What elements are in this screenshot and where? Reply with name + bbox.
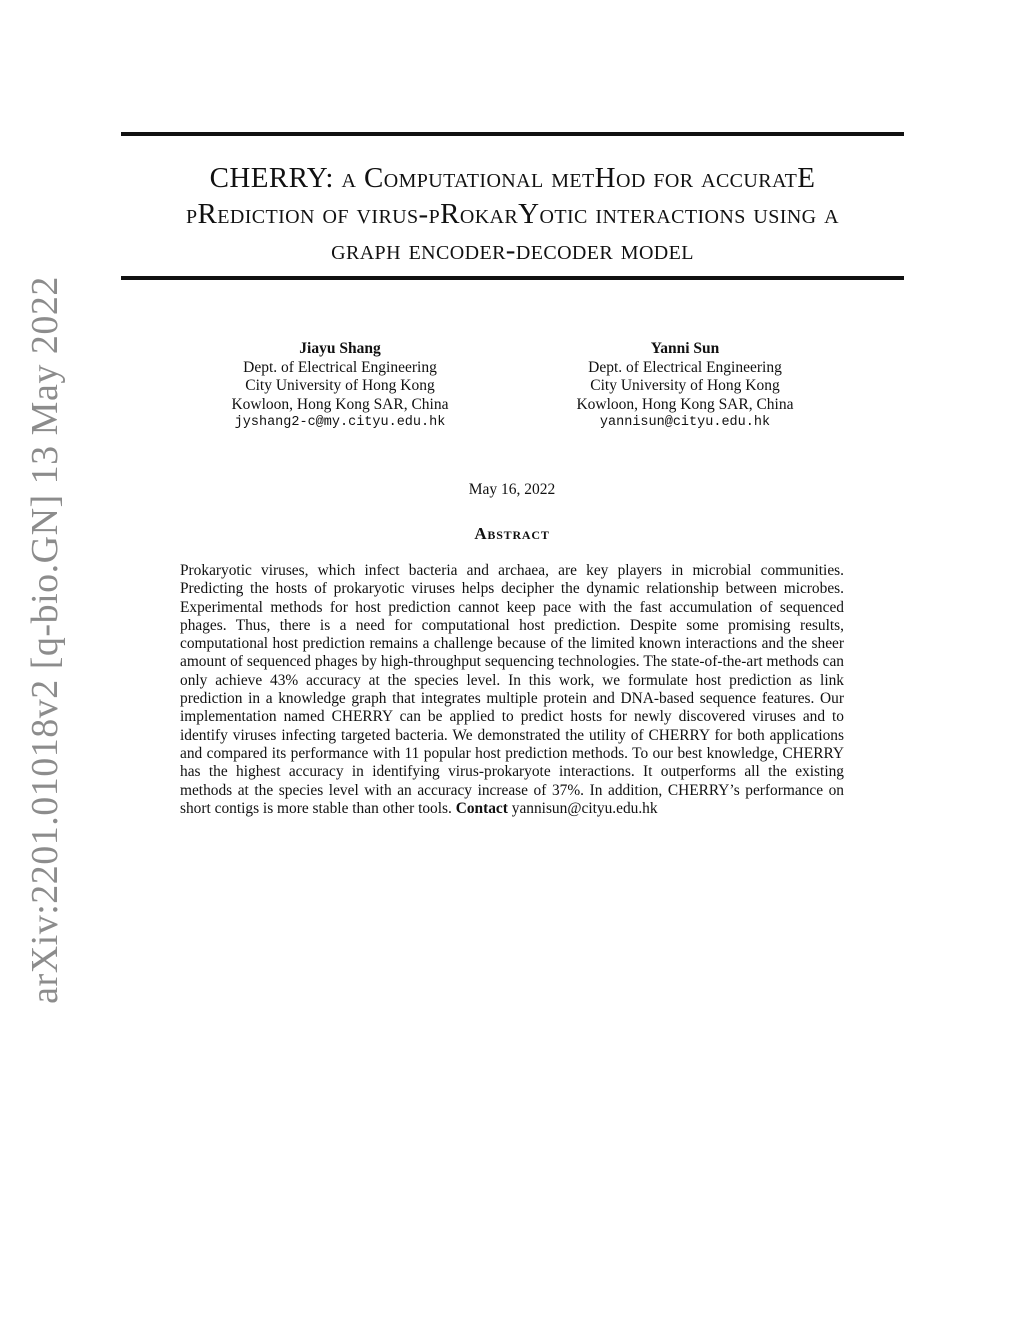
author-name: Jiayu Shang — [299, 340, 381, 357]
abstract-body — [180, 562, 844, 818]
title-line-1: CHERRY: a Computational metHod for accuratE — [209, 162, 816, 194]
abstract-heading: Abstract — [474, 524, 550, 543]
title-bottom-rule — [121, 276, 904, 280]
author-email: jyshang2-c@my.cityu.edu.hk — [234, 415, 446, 430]
contact-label: Contact — [455, 799, 508, 817]
abstract-text: Prokaryotic viruses, which infect bacteria and archaea, are key players in microbial communities. Predicting the hosts of prokaryotic viruses helps decipher the dynamic relationship between microbes. Experimental methods for host prediction cannot keep pace with the fast accumulation of sequenced phages. Thus, there is a need for computational host prediction. Despite some promising results, computational host prediction remains a challenge because of the limited known interactions and the sheer amount of sequenced phages by high-throughput sequencing technologies. The state-of-the-art methods can only achieve 43% accuracy at the species level. In this work, we formulate host prediction as link prediction in a knowledge graph that integrates multiple protein and DNA-based sequence features. Our implementation named CHERRY can be applied to predict hosts for newly discovered viruses and to identify viruses infecting targeted bacteria. We demonstrated the utility of CHERRY for both applications and compared its performance with 11 popular host prediction methods. To our best knowledge, CHERRY has the highest accuracy in identifying virus-prokaryote interactions. It outperforms all the existing methods at the species level with an accuracy increase of 37%. In addition, CHERRY’s performance on short contigs is more stable than other tools. — [180, 562, 844, 817]
author-department: Dept. of Electrical Engineering — [243, 358, 437, 376]
author-institution: City University of Hong Kong — [590, 377, 780, 394]
author-location: Kowloon, Hong Kong SAR, China — [576, 395, 794, 413]
title-line-3: graph encoder-decoder model — [331, 234, 694, 266]
title-top-rule — [121, 132, 904, 136]
publication-date: May 16, 2022 — [468, 481, 556, 498]
author-email: yannisun@cityu.edu.hk — [599, 415, 771, 430]
arxiv-identifier-stamp: arXiv:2201.01018v2 [q-bio.GN] 13 May 2022 — [24, 276, 66, 1004]
author-location: Kowloon, Hong Kong SAR, China — [231, 395, 449, 413]
author-block-2 — [555, 340, 815, 433]
author-department: Dept. of Electrical Engineering — [588, 358, 782, 376]
author-name: Yanni Sun — [650, 340, 720, 357]
author-block-1 — [210, 340, 470, 433]
paper-title — [121, 160, 904, 268]
author-institution: City University of Hong Kong — [245, 377, 435, 394]
title-line-2: pRediction of virus-pRokarYotic interactions using a — [185, 198, 839, 230]
contact-email: yannisun@cityu.edu.hk — [511, 799, 658, 817]
